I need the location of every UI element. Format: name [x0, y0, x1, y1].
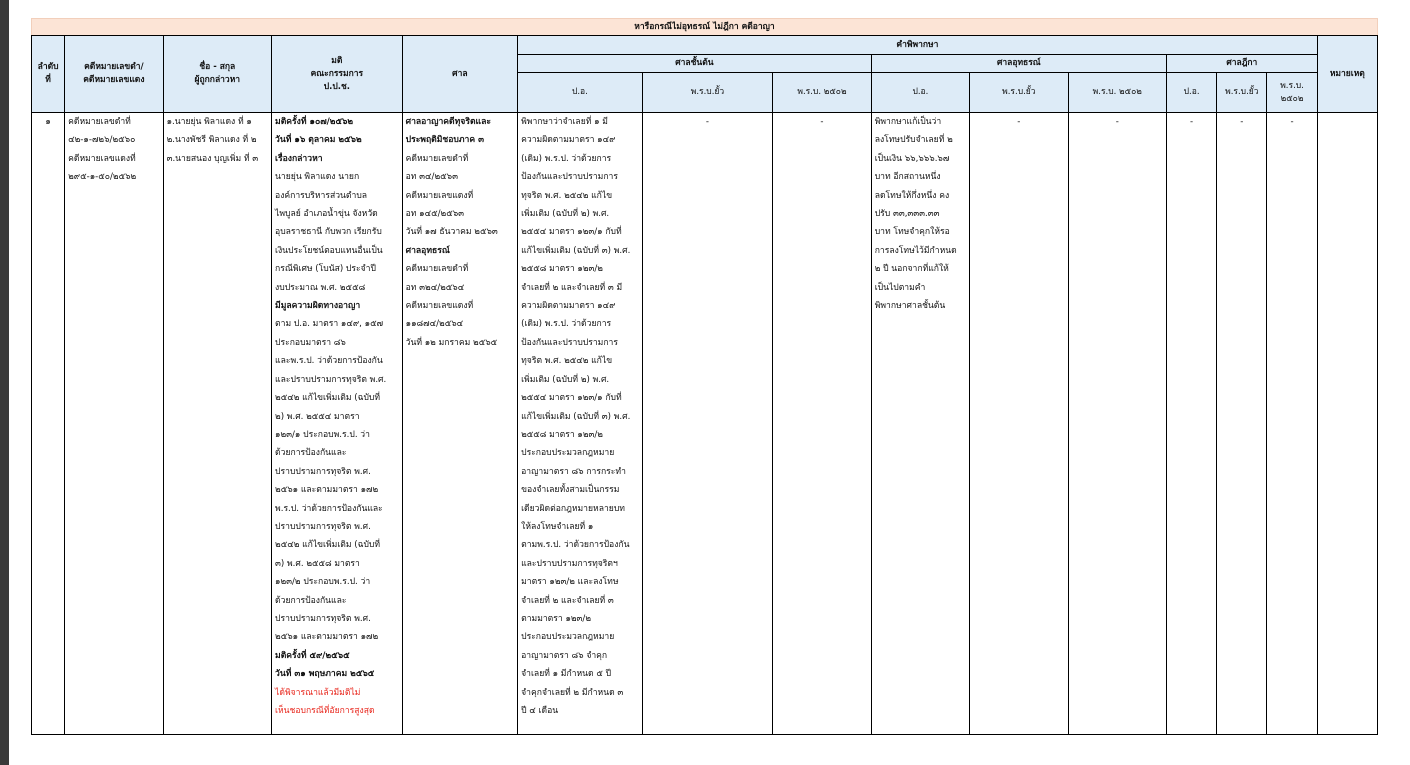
table-row — [32, 113, 1378, 735]
text-line: กรณีพิเศษ (โบนัส) ประจำปี — [275, 264, 376, 275]
text-line: คดีหมายเลขแดงที่ — [405, 190, 474, 201]
text-line: ประพฤติมิชอบภาค ๓ — [405, 135, 484, 146]
text-line: ศาลอาญาคดีทุจริตและ — [405, 117, 491, 127]
text-line: มาตรา ๑๒๓/๒ และลงโทษ — [521, 577, 619, 588]
text-line: พิพากษาว่าจำเลยที่ ๑ มี — [521, 117, 608, 127]
text-line: ๒๕๕๔ มาตรา ๑๒๓/๑ กับที่ — [521, 393, 622, 404]
text-line: อาญามาตรา ๘๖ การกระทำ — [521, 466, 626, 477]
judgment-table — [31, 35, 1378, 735]
cell-appeal-criminal-code — [871, 113, 969, 735]
header-first-act-2502: พ.ร.บ. ๒๕๐๒ — [773, 73, 871, 113]
text-line: ๒๕๕๔ มาตรา ๑๒๓/๑ กับที่ — [521, 227, 622, 238]
text-line: จำเลยที่ ๒ และจำเลยที่ ๓ — [521, 595, 614, 606]
text-line: เรื่องกล่าวหา — [275, 153, 323, 164]
text-line: จำคุกจำเลยที่ ๒ มีกำหนด ๓ — [521, 687, 624, 698]
text-line: มติครั้งที่ ๑๐๗/๒๕๖๒ — [275, 117, 354, 127]
header-court-first-instance: ศาลชั้นต้น — [518, 55, 872, 73]
text-line: ปราบปรามการทุจริต พ.ศ. — [275, 521, 371, 532]
cell-appeal-check-act: - — [970, 113, 1068, 735]
text-line: (เดิม) พ.ร.ป. ว่าด้วยการ — [521, 153, 612, 164]
sheet-title-banner: หารือกรณีไม่อุทธรณ์ ไม่ฎีกา คดีอาญา — [31, 18, 1378, 35]
text-line: ๒๕๖๑ และตามมาตรา ๑๗๒ — [275, 632, 379, 643]
text-line: บาท อีกสถานหนึ่ง — [874, 172, 941, 183]
text-line: ความผิดตามมาตรา ๑๔๙ — [521, 301, 616, 312]
header-no: ลำดับ ที่ — [32, 36, 65, 113]
text-line: มีมูลความผิดทางอาญา — [275, 301, 361, 312]
text-line: เพิ่มเติม (ฉบับที่ ๒) พ.ศ. — [521, 374, 610, 385]
text-line: ตาม ป.อ. มาตรา ๑๔๙, ๑๕๗ — [275, 319, 384, 330]
text-line: จำเลยที่ ๑ มีกำหนด ๕ ปี — [521, 669, 612, 680]
text-line: ๒๕๖๑ และตามมาตรา ๑๗๒ — [275, 485, 379, 496]
text-line: คดีหมายเลขแดงที่ — [405, 301, 474, 312]
header-supreme-court: ศาลฎีกา — [1167, 55, 1318, 73]
header-first-criminal-code: ป.อ. — [518, 73, 643, 113]
text-line: ๒๕๔๒ แก้ไขเพิ่มเติม (ฉบับที่ — [275, 393, 381, 404]
cell-supreme-criminal-code: - — [1167, 113, 1217, 735]
text-line: การลงโทษไว้มีกำหนด — [874, 245, 957, 256]
text-line: ประกอบประมวลกฎหมาย — [521, 448, 615, 459]
text-line: ตามพ.ร.ป. ว่าด้วยการป้องกัน — [521, 540, 630, 551]
header-remark: หมายเหตุ — [1317, 36, 1377, 113]
text-line: และพ.ร.ป. ว่าด้วยการป้องกัน — [275, 356, 383, 367]
header-court: ศาล — [402, 36, 518, 113]
text-line: องค์การบริหารส่วนตำบล — [275, 190, 368, 201]
text-line: ๑๒๓/๑ ประกอบพ.ร.ป. ว่า — [275, 429, 370, 440]
header-judgment: คำพิพากษา — [518, 36, 1318, 55]
text-line: พิพากษาแก้เป็นว่า — [874, 117, 942, 127]
text-line: วันที่ ๑๒ มกราคม ๒๕๖๕ — [405, 337, 498, 348]
text-line: ทุจริต พ.ศ. ๒๕๔๒ แก้ไข — [521, 356, 613, 367]
left-frame-edge — [0, 0, 9, 765]
header-appeal-check-act: พ.ร.บ.ยั้ว — [970, 73, 1068, 113]
text-line: ๑๑๘๗๔/๒๕๖๔ — [405, 319, 464, 330]
text-line: ๑๒๓/๒ ประกอบพ.ร.ป. ว่า — [275, 577, 371, 588]
text-line: (เดิม) พ.ร.ป. ว่าด้วยการ — [521, 319, 612, 330]
header-appeal-act-2502: พ.ร.บ. ๒๕๐๒ — [1068, 73, 1166, 113]
text-line: พิพากษาศาลชั้นต้น — [874, 301, 946, 312]
text-line: อุบลราชธานี กับพวก เรียกรับ — [275, 227, 382, 238]
text-line: เดียวผิดต่อกฎหมายหลายบท — [521, 503, 625, 514]
text-line: อท ๓๔/๒๕๖๓ — [405, 172, 458, 183]
text-line: ๒ ปี นอกจากที่แก้ให้ — [874, 264, 949, 275]
text-line: คดีหมายเลขดำที่ — [405, 264, 469, 275]
text-line: ๒) พ.ศ. ๒๕๕๔ มาตรา — [275, 411, 360, 422]
text-line: แก้ไขเพิ่มเติม (ฉบับที่ ๓) พ.ศ. — [521, 411, 631, 422]
text-line: ประกอบมาตรา ๘๖ — [275, 337, 346, 348]
text-line: ลงโทษปรับจำเลยที่ ๒ — [874, 135, 953, 146]
cell-accused-names: ๑.นายยุ่น พิลาแดง ที่ ๑ ๒.นางพัชรี พิลาแดง ที่ ๒ ๓.นายสนอง บุญเพิ่ม ที่ ๓ — [163, 113, 271, 735]
text-line: ได้พิจารณาแล้วมีมติไม่ — [275, 687, 361, 698]
text-line: วันที่ ๑๗ ธันวาคม ๒๕๖๓ — [405, 227, 498, 238]
text-line: ปราบปรามการทุจริต พ.ศ. — [275, 466, 371, 477]
text-line: เป็นไปตามคำ — [874, 282, 926, 293]
text-line: ๒๕๕๘ มาตรา ๑๒๓/๒ — [521, 429, 603, 440]
text-line: ปราบปรามการทุจริต พ.ศ. — [275, 613, 371, 624]
text-line: เพิ่มเติม (ฉบับที่ ๒) พ.ศ. — [521, 209, 610, 220]
header-first-check-act: พ.ร.บ.ยั้ว — [642, 73, 773, 113]
header-supreme-check-act: พ.ร.บ.ยั้ว — [1217, 73, 1267, 113]
text-line: ด้วยการป้องกันและ — [275, 595, 347, 606]
cell-supreme-check-act: - — [1217, 113, 1267, 735]
text-line: จำเลยที่ ๒ และจำเลยที่ ๓ มี — [521, 282, 623, 293]
cell-remark — [1317, 113, 1377, 735]
text-line: ปี ๔ เดือน — [521, 706, 559, 716]
text-line: บาท โทษจำคุกให้รอ — [874, 227, 950, 238]
text-line: ป้องกันและปราบปรามการ — [521, 337, 618, 348]
text-line: อาญามาตรา ๘๖ จำคุก — [521, 650, 608, 661]
text-line: ประกอบประมวลกฎหมาย — [521, 632, 615, 643]
text-line: เห็นชอบกรณีที่อัยการสูงสุด — [275, 706, 375, 716]
text-line: อท ๑๔๕/๒๕๖๓ — [405, 209, 465, 220]
text-line: ศาลอุทธรณ์ — [405, 245, 450, 256]
text-line: แก้ไขเพิ่มเติม (ฉบับที่ ๓) พ.ศ. — [521, 245, 631, 256]
text-line: ปรับ ๓๓,๓๓๓.๓๓ — [874, 209, 940, 220]
header-supreme-criminal-code: ป.อ. — [1167, 73, 1217, 113]
text-line: ป้องกันและปราบปรามการ — [521, 172, 618, 183]
text-line: ความผิดตามมาตรา ๑๔๙ — [521, 135, 616, 146]
cell-nacc-resolution — [272, 113, 403, 735]
text-line: และปราบปรามการทุจริตฯ — [521, 558, 618, 569]
text-line: ของจำเลยทั้งสามเป็นกรรม — [521, 485, 620, 496]
text-line: ทุจริต พ.ศ. ๒๕๔๒ แก้ไข — [521, 190, 613, 201]
cell-no: ๑ — [32, 113, 65, 735]
text-line: และปราบปรามการทุจริต พ.ศ. — [275, 374, 387, 385]
cell-first-act-2502: - — [773, 113, 871, 735]
text-line: ๒๕๕๘ มาตรา ๑๒๓/๒ — [521, 264, 603, 275]
header-court-of-appeal: ศาลอุทธรณ์ — [871, 55, 1166, 73]
header-nacc-resolution: มติ คณะกรรมการ ป.ป.ช. — [272, 36, 403, 113]
text-line: นายยุ่น พิลาแดง นายก — [275, 172, 360, 183]
text-line: คดีหมายเลขดำที่ — [405, 153, 469, 164]
text-line: มติครั้งที่ ๕๙/๒๕๖๕ — [275, 650, 350, 661]
text-line: ลดโทษให้กึ่งหนึ่ง คง — [874, 190, 950, 201]
cell-court — [402, 113, 518, 735]
text-line: พ.ร.ป. ว่าด้วยการป้องกันและ — [275, 503, 383, 514]
text-line: ๓) พ.ศ. ๒๕๕๘ มาตรา — [275, 558, 360, 569]
text-line: ด้วยการป้องกันและ — [275, 448, 347, 459]
cell-appeal-act-2502: - — [1068, 113, 1166, 735]
text-line: เป็นเงิน ๖๖,๖๖๖.๖๗ — [874, 153, 950, 164]
header-supreme-act-2502: พ.ร.บ. ๒๕๐๒ — [1267, 73, 1317, 113]
text-line: งบประมาณ พ.ศ. ๒๕๕๘ — [275, 282, 366, 293]
text-line: ๒๕๔๒ แก้ไขเพิ่มเติม (ฉบับที่ — [275, 540, 381, 551]
text-line: วันที่ ๑๖ ตุลาคม ๒๕๖๒ — [275, 135, 362, 146]
cell-first-criminal-code — [518, 113, 643, 735]
header-accused-name: ชื่อ - สกุล ผู้ถูกกล่าวหา — [163, 36, 271, 113]
text-line: อท ๓๒๔/๒๕๖๔ — [405, 282, 465, 293]
document-area — [31, 18, 1378, 735]
text-line: วันที่ ๓๑ พฤษภาคม ๒๕๖๕ — [275, 669, 375, 680]
cell-case-no: คดีหมายเลขดำที่ ๔๒-๑-๗๒๖/๒๕๖๐ คดีหมายเลขแดงที่ ๒๙๕-๑-๕๐/๒๕๖๒ — [65, 113, 163, 735]
cell-supreme-act-2502: - — [1267, 113, 1317, 735]
text-line: เงินประโยชน์ตอบแทนอื่นเป็น — [275, 245, 383, 256]
text-line: ไพบูลย์ อำเภอน้ำขุ่น จังหวัด — [275, 209, 378, 220]
text-line: ตามมาตรา ๑๒๓/๒ — [521, 613, 591, 624]
cell-first-check-act: - — [642, 113, 773, 735]
header-case-no: คดีหมายเลขดำ/ คดีหมายเลขแดง — [65, 36, 163, 113]
text-line: ให้ลงโทษจำเลยที่ ๑ — [521, 521, 594, 532]
header-appeal-criminal-code: ป.อ. — [871, 73, 969, 113]
